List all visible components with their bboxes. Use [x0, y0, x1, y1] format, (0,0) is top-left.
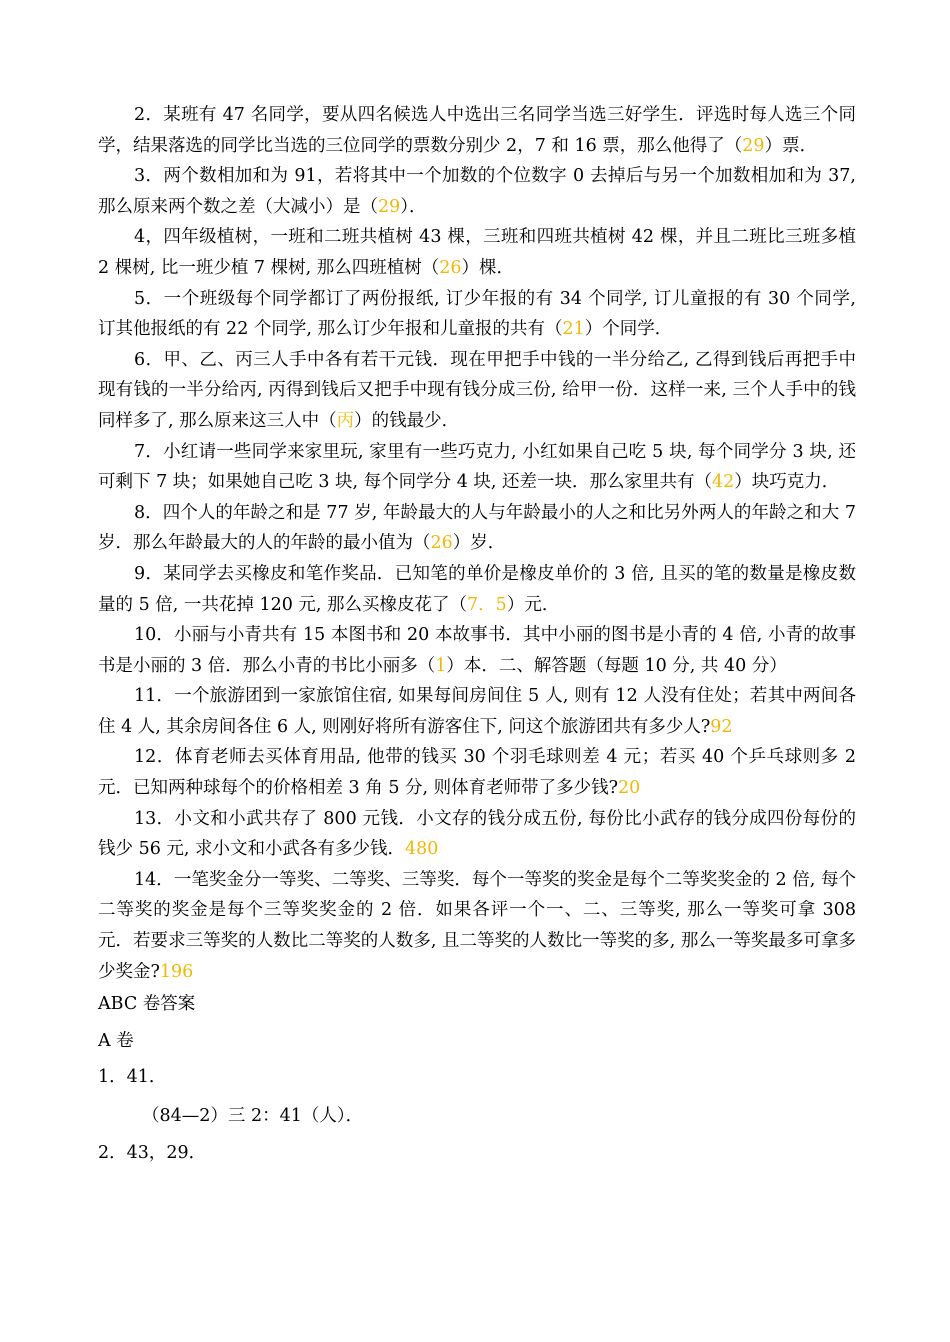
question-text-tail: ）的钱最少． — [354, 410, 460, 431]
answer-text: 26 — [430, 533, 453, 554]
question-item — [98, 100, 856, 161]
answer-working: （84—2）三 2：41（人）． — [142, 1106, 364, 1126]
answer-text: 480 — [405, 839, 439, 860]
question-text-tail: ）棵． — [461, 257, 514, 278]
answer-text: 21 — [562, 319, 585, 340]
question-list — [98, 100, 856, 987]
answer-text: 42 — [712, 472, 735, 493]
answer-text: 20 — [618, 778, 641, 799]
document-page — [98, 100, 856, 1168]
question-item — [98, 804, 856, 865]
answer-text: 29 — [742, 135, 765, 156]
answer-text: 92 — [710, 716, 733, 737]
question-text: 8．四个人的年龄之和是 77 岁, 年龄最大的人与年龄最小的人之和比另外两人的年龄之和大 7 岁．那么年龄最大的人的年龄的最小值为（ — [98, 502, 856, 554]
answer-line: 1．41． — [98, 1067, 167, 1088]
question-text-tail: ）票． — [764, 135, 818, 156]
question-text-tail: ）元． — [506, 594, 560, 615]
question-item — [98, 498, 856, 559]
question-item — [98, 681, 856, 742]
question-text-tail: ）岁． — [452, 533, 506, 554]
question-text: 12．体育老师去买体育用品, 他带的钱买 30 个羽毛球则差 4 元；若买 40 个乒乓球则多 2 元．已知两种球每个的价格相差 3 角 5 分, 则体育老师带了多少钱? — [98, 747, 856, 799]
question-item — [98, 284, 856, 345]
question-text-tail: ）本．二、解答题（每题 10 分, 共 40 分） — [446, 655, 787, 676]
answer-text: 7．5 — [467, 594, 507, 615]
question-item — [98, 742, 856, 803]
question-text-tail: ）． — [400, 196, 427, 217]
answer-text: 1 — [435, 655, 447, 676]
question-item — [98, 437, 856, 498]
question-text: 4，四年级植树，一班和二班共植树 43 棵，三班和四班共植树 42 棵，并且二班比三班多植 2 棵树, 比一班少植 7 棵树, 那么四班植树（ — [98, 227, 856, 278]
question-item — [98, 620, 856, 681]
answer-text: 196 — [159, 961, 194, 982]
answer-text: 26 — [439, 257, 462, 278]
question-item — [98, 559, 856, 620]
answer-line: 2．43，29． — [98, 1142, 207, 1163]
question-text: 2．某班有 47 名同学，要从四名候选人中选出三名同学当选三好学生．评选时每人选三个同学，结果落选的同学比当选的三位同学的票数分别少 2，7 和 16 票，那么他得了（ — [98, 105, 856, 156]
question-text: 6．甲、乙、丙三人手中各有若干元钱．现在甲把手中钱的一半分给乙, 乙得到钱后再把手中现有钱的一半分给丙, 丙得到钱后又把手中现有钱分成三份, 给甲一份．这样一来, 三个人手中的钱同样多了, 那么原来这三人中（ — [98, 349, 856, 431]
question-text: 14．一笔奖金分一等奖、二等奖、三等奖．每个一等奖的奖金是每个二等奖奖金的 2 倍, 每个二等奖的奖金是每个三等奖奖金的 2 倍．如果各评一个一、二、三等奖, 那么一等奖可拿 308 元．若要求三等奖的人数比二等奖的人数多, 且二等奖的人数比一等奖的多, 那么一等奖最多可拿多少奖金? — [98, 869, 856, 982]
question-text: 13．小文和小武共存了 800 元钱．小文存的钱分成五份, 每份比小武存的钱分成四份每份的钱少 56 元, 求小文和小武各有多少钱． — [98, 808, 856, 860]
question-item — [98, 865, 856, 987]
question-text-tail: ）个同学． — [584, 319, 673, 340]
question-text: 5．一个班级每个同学都订了两份报纸, 订少年报的有 34 个同学, 订儿童报的有 30 个同学, 订其他报纸的有 22 个同学, 那么订少年报和儿童报的共有（ — [98, 288, 856, 340]
question-text: 9．某同学去买橡皮和笔作奖品．已知笔的单价是橡皮单价的 3 倍, 且买的笔的数量是橡皮数量的 5 倍, 一共花掉 120 元, 那么买橡皮花了（ — [98, 563, 856, 615]
answer-heading: ABC 卷答案 — [98, 994, 196, 1015]
question-text-tail: ）块巧克力． — [734, 472, 840, 493]
question-item — [98, 345, 856, 437]
answer-text: 丙 — [336, 410, 355, 431]
section-label: A 卷 — [98, 1030, 134, 1051]
question-item — [98, 222, 856, 283]
question-text: 3．两个数相加和为 91，若将其中一个加数的个位数字 0 去掉后与另一个加数相加和为 37, 那么原来两个数之差（大减小）是（ — [98, 166, 856, 217]
question-item — [98, 161, 856, 222]
question-text: 10．小丽与小青共有 15 本图书和 20 本故事书．其中小丽的图书是小青的 4 倍, 小青的故事书是小丽的 3 倍．那么小青的书比小丽多（ — [98, 625, 856, 676]
question-text: 7．小红请一些同学来家里玩, 家里有一些巧克力, 小红如果自己吃 5 块, 每个同学分 3 块, 还可剩下 7 块；如果她自己吃 3 块, 每个同学分 4 块, 还差一块．那么家里共有（ — [98, 441, 856, 493]
question-text: 11．一个旅游团到一家旅馆住宿, 如果每间房间住 5 人, 则有 12 人没有住处；若其中两间各住 4 人, 其余房间各住 6 人, 则刚好将所有游客住下, 问这个旅游团共有多少人? — [98, 686, 856, 737]
answer-text: 29 — [378, 196, 401, 217]
